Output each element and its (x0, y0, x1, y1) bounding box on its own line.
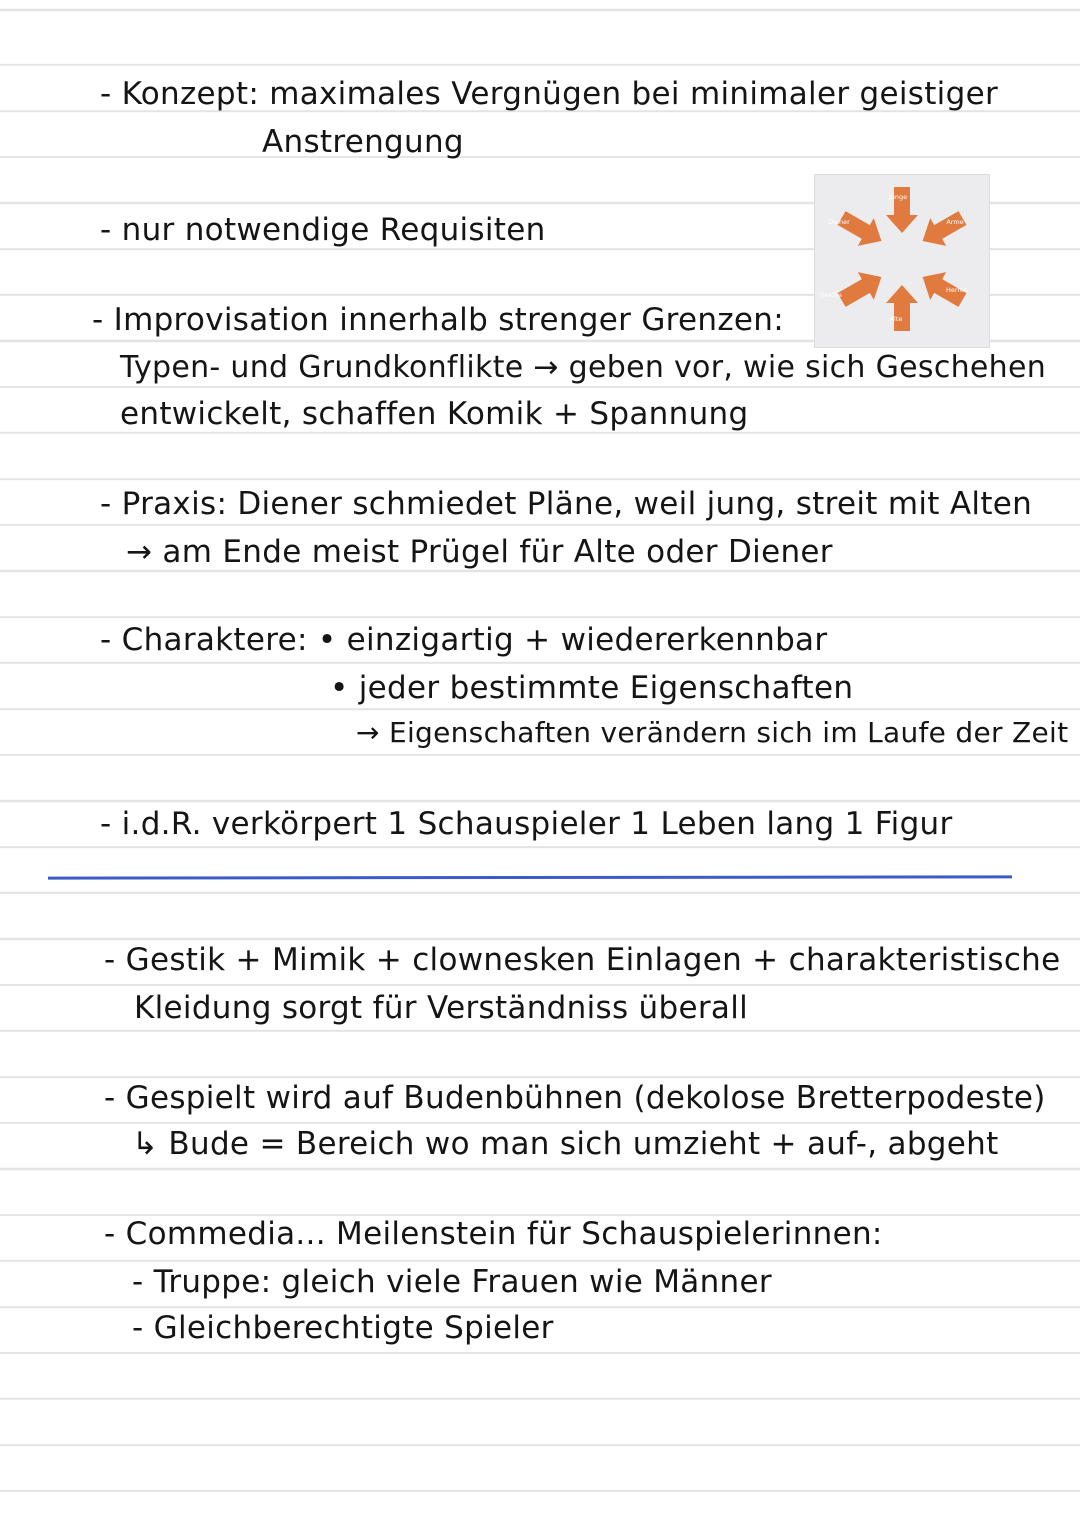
note-gleichberechtigt: - Gleichberechtigte Spieler (132, 1310, 554, 1346)
character-types-diagram (814, 174, 990, 348)
note-improvisation-cont: Typen- und Grundkonflikte → geben vor, wie sich Geschehen (120, 350, 1047, 385)
note-bude: ↳ Bude = Bereich wo man sich umzieht + auf-, abgeht (132, 1126, 999, 1162)
arrow-arme (915, 204, 971, 255)
arrow-reiche (834, 263, 890, 314)
arrow-diener (834, 204, 890, 255)
note-konzept: - Konzept: maximales Vergnügen bei minimaler geistiger (100, 76, 998, 112)
label-herren: Herren (945, 286, 969, 294)
label-junge: Junge (888, 193, 908, 201)
label-alte: Alte (889, 315, 903, 323)
note-truppe: - Truppe: gleich viele Frauen wie Männer (132, 1264, 772, 1300)
note-improvisation-cont2: entwickelt, schaffen Komik + Spannung (120, 396, 749, 432)
note-improvisation: - Improvisation innerhalb strenger Grenzen: (92, 302, 784, 338)
note-charaktere-sub: → Eigenschaften verändern sich im Laufe der Zeit (356, 716, 1069, 749)
note-praxis: - Praxis: Diener schmiedet Pläne, weil jung, streit mit Alten (100, 486, 1033, 522)
label-reiche: Reiche (820, 291, 842, 299)
note-charaktere: - Charaktere: • einzigartig + wiedererkennbar (100, 622, 828, 658)
note-konzept-cont: Anstrengung (262, 124, 464, 160)
note-budenbuehnen: - Gespielt wird auf Budenbühnen (dekolose Bretterpodeste) (104, 1080, 1046, 1116)
note-gestik-cont: Kleidung sorgt für Verständniss überall (134, 990, 749, 1026)
arrow-alte (886, 285, 918, 331)
note-charaktere-bullet2: • jeder bestimmte Eigenschaften (330, 670, 854, 706)
section-divider (48, 875, 1012, 879)
note-praxis-cont: → am Ende meist Prügel für Alte oder Diener (126, 534, 833, 570)
note-commedia: - Commedia... Meilenstein für Schauspielerinnen: (104, 1216, 883, 1252)
note-schauspieler: - i.d.R. verkörpert 1 Schauspieler 1 Leben lang 1 Figur (100, 806, 953, 842)
label-arme: Arme (946, 218, 964, 226)
note-requisiten: - nur notwendige Requisiten (100, 212, 546, 248)
note-gestik: - Gestik + Mimik + clownesken Einlagen + charakteristische (104, 942, 1061, 978)
label-diener: Diener (828, 218, 850, 226)
